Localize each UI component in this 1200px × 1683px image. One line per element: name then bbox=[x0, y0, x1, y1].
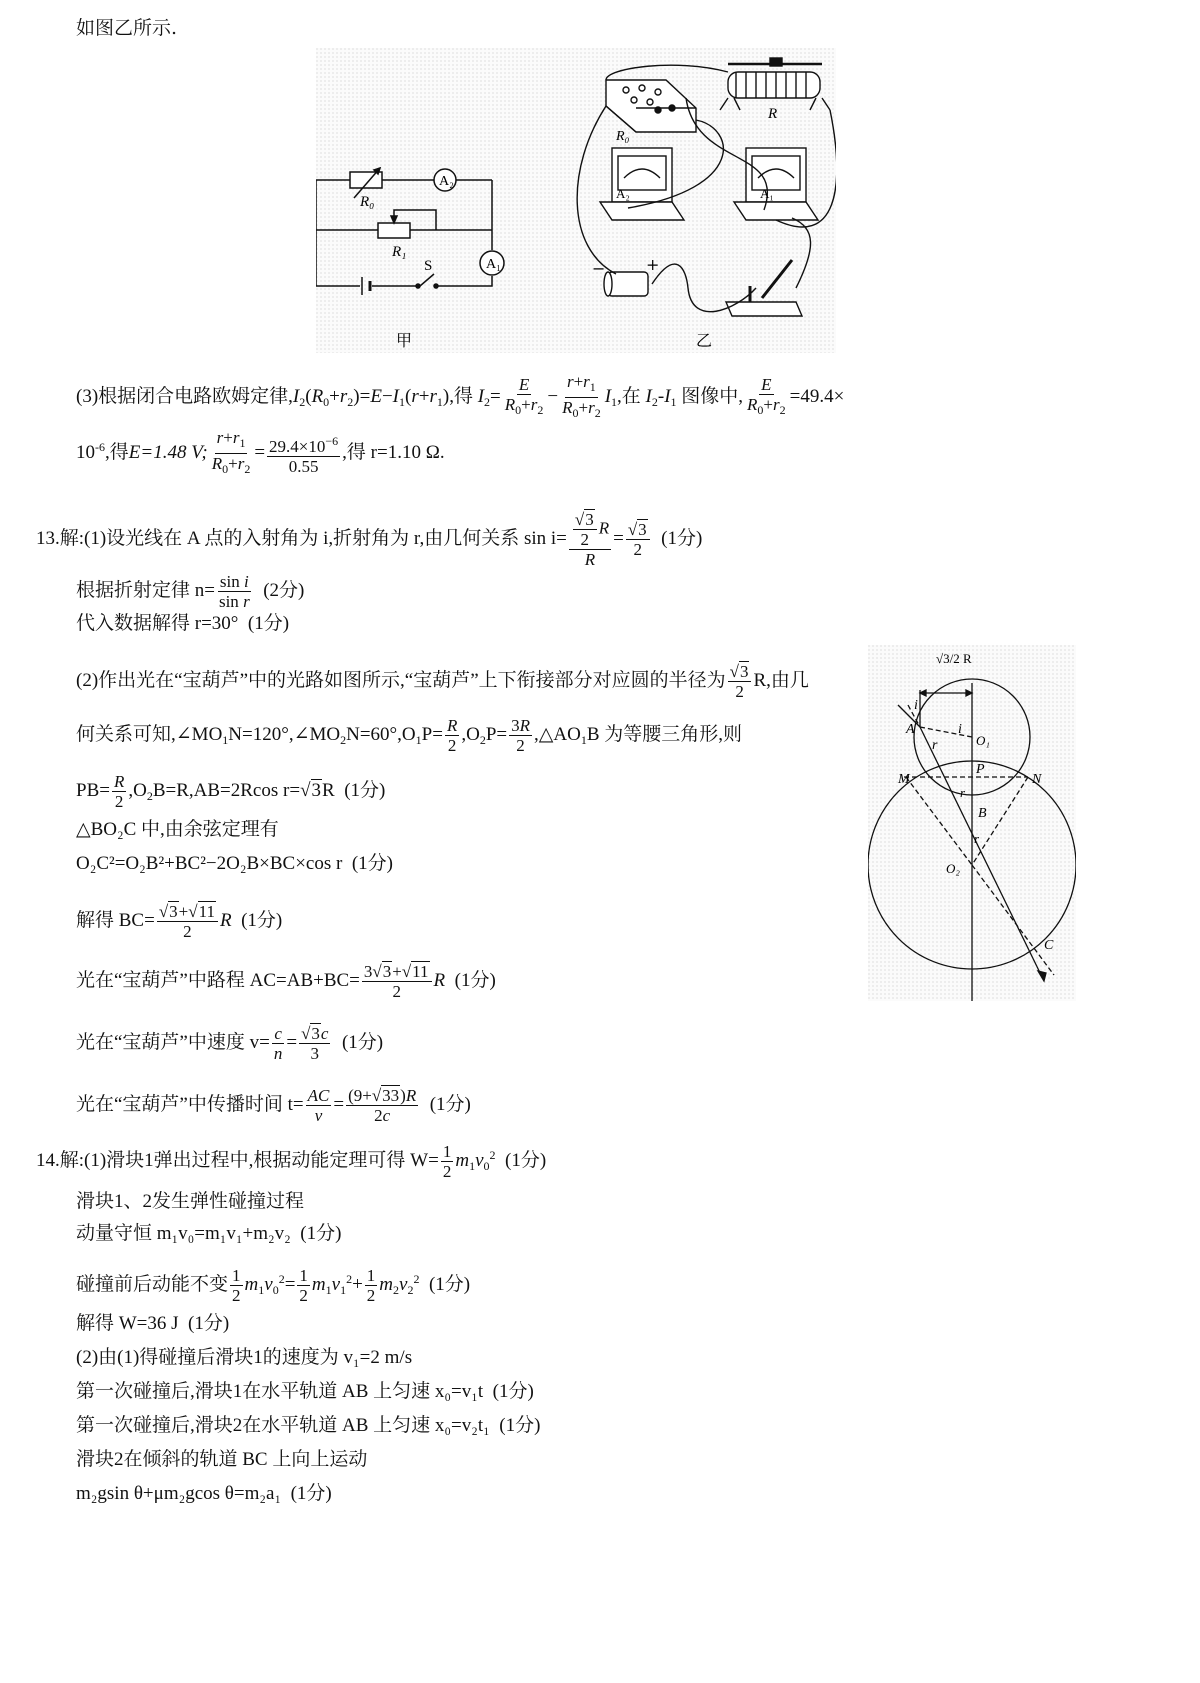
angle-i-1: i bbox=[914, 698, 918, 713]
q13-bc: 解得 BC= $\frac{√3+√11}{2}$ R (1分) bbox=[76, 902, 283, 941]
q14-line10: m₂gsin θ+μm₂gcos θ=m₂a₁ (1分) bbox=[76, 1483, 332, 1504]
angle-i-2: i bbox=[958, 722, 962, 737]
battery-plus-label: + bbox=[646, 255, 660, 274]
q14-line4: 碰撞前后动能不变 $\frac{1}{2}$ $m_1v_0^2=$ $\frac{1}{2}$ $m_1v_1^2+$ $\frac{1}{2}$ $m_2v_2^2$ (1分) bbox=[76, 1266, 471, 1305]
q14-line9: 滑块2在倾斜的轨道 BC 上向上运动 bbox=[76, 1449, 368, 1470]
q13-time: 光在“宝葫芦”中传播时间 t= $\frac{AC}{v}$ = $\frac{(9+√33)R}{2c}$ (1分) bbox=[76, 1086, 471, 1125]
physical-a1-label: A₁ bbox=[760, 186, 774, 201]
battery-minus-label: − bbox=[592, 259, 606, 278]
schematic-a2-label: A₂ bbox=[439, 174, 454, 189]
point-b: B bbox=[978, 806, 987, 821]
q14-line8: 第一次碰撞后,滑块2在水平轨道 AB 上匀速 x₀=v₂t₁ (1分) bbox=[76, 1415, 541, 1436]
schematic-s-label: S bbox=[424, 258, 433, 274]
physical-a2-label: A₂ bbox=[616, 186, 630, 201]
point-o2: O₂ bbox=[946, 861, 960, 876]
point-a: A bbox=[906, 722, 915, 737]
q13-ac: 光在“宝葫芦”中路程 AC=AB+BC= $\frac{3√3+√11}{2}$ R (1分) bbox=[76, 962, 496, 1001]
q14-line2: 滑块1、2发生弹性碰撞过程 bbox=[76, 1191, 305, 1212]
schematic-a1-label: A₁ bbox=[486, 257, 501, 272]
point-c: C bbox=[1044, 938, 1054, 953]
schematic-r1-label: R₁ bbox=[392, 244, 407, 260]
circuit-svg bbox=[316, 48, 836, 353]
q13-part2-line1: (2)作出光在“宝葫芦”中的光路如图所示,“宝葫芦”上下衔接部分对应圆的半径为 $\frac{√3}{2}$ R,由几 bbox=[76, 662, 809, 701]
gourd-svg bbox=[868, 645, 1076, 1001]
label-yi: 乙 bbox=[696, 331, 713, 350]
q14-line7: 第一次碰撞后,滑块1在水平轨道 AB 上匀速 x₀=v₁t (1分) bbox=[76, 1381, 534, 1402]
q14-line1: 14.解:(1)滑块1弹出过程中,根据动能定理可得 W= $\frac{1}{2}$ $m_1v_0^2$ (1分) bbox=[36, 1142, 547, 1181]
angle-r-2: r bbox=[960, 785, 966, 800]
part3-line2: $10^{-6}$,得E=1.48 V; $\frac{r+r_1}{R_0+r_2}$ = $\frac{29.4\times 10^{-6}}{0.55}$ ,得 r=1.10 Ω. bbox=[76, 428, 445, 476]
schematic-r0-label: R₀ bbox=[360, 194, 375, 210]
q13-law: 根据折射定律 n= $\frac{\text{sin i}}{\text{sin r}}$ (2分) bbox=[76, 572, 305, 611]
q13-pb: PB= $\frac{R}{2}$ $,O_2B=R,AB=2Rcos$ r=√3R (1分) bbox=[76, 772, 386, 811]
gourd-top-label: √3/2 R bbox=[936, 651, 972, 666]
q14-line6: (2)由(1)得碰撞后滑块1的速度为 v₁=2 m/s bbox=[76, 1347, 413, 1368]
physical-r-label: R bbox=[768, 106, 778, 122]
label-jia: 甲 bbox=[396, 331, 413, 350]
q13-part2-line2: 何关系可知$,\angle MO_1N=120^\circ,\angle MO_2N=60^\circ,O_1P=$ $\frac{R}{2}$ $,O_2P=$ $\frac{3R}{2}$ $,\triangle AO_1B$ 为等腰三角形,则 bbox=[76, 716, 742, 755]
point-p: P bbox=[976, 762, 985, 777]
intro-text: 如图乙所示. bbox=[76, 17, 178, 39]
point-n: N bbox=[1032, 772, 1042, 787]
point-o1: O₁ bbox=[976, 733, 990, 748]
q14-line3: 动量守恒 m₁v₀=m₁v₁+m₂v₂ (1分) bbox=[76, 1223, 342, 1244]
angle-r-1: r bbox=[932, 738, 938, 753]
q13-line1: 13.解:(1)设光线在 A 点的入射角为 i,折射角为 r,由几何关系 sin i= $\frac{√3}{2}$ R R = $\frac{√3}{2}$ (1分) bbox=[36, 510, 703, 569]
q13-sub: 代入数据解得 r=30° (1分) bbox=[76, 613, 290, 634]
part3-line1: (3)根据闭合电路欧姆定律$,I_2(R_0+r_2)=E-I_1(r+r_1)$,得 $I_2=$ $\frac{E}{R_0+r_2}$ − $\frac{r+r_1}{R_0+r_2}$ $I_1$,在 $I_2-I_1$ 图像中, $\frac{E}{R_0+r_2}$ =49.4× bbox=[76, 372, 845, 420]
circuit-figure bbox=[316, 48, 836, 353]
q13-cosine: O₂C²=O₂B²+BC²−2O₂B×BC×cos r (1分) bbox=[76, 853, 393, 874]
point-m: M bbox=[898, 772, 910, 787]
gourd-figure bbox=[868, 645, 1076, 1001]
q13-speed: 光在“宝葫芦”中速度 v= $\frac{c}{n}$ = $\frac{√3c}{3}$ (1分) bbox=[76, 1024, 384, 1063]
angle-r-3: r bbox=[974, 831, 980, 846]
q14-line5: 解得 W=36 J (1分) bbox=[76, 1313, 230, 1334]
physical-r0-label: R₀ bbox=[616, 129, 630, 144]
q13-triangle: △BO₂C 中,由余弦定理有 bbox=[76, 819, 279, 840]
